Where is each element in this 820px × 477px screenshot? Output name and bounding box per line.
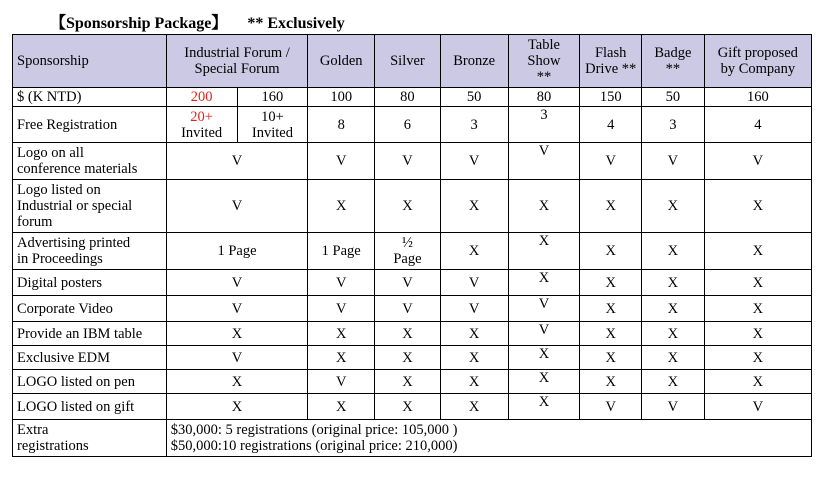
col-golden: Golden — [308, 35, 375, 88]
header-row — [13, 35, 812, 88]
advertising-row: Advertising printed in Proceedings 1 Page 1 Page ½ Page X X X X X — [13, 233, 812, 270]
sponsorship-table — [12, 34, 812, 457]
table-row: Digital posters V V V V X X X X — [13, 270, 812, 296]
col-industrial-forum: Industrial Forum / Special Forum — [166, 35, 308, 88]
extra-registrations-row: Extra registrations $30,000: 5 registrations (original price: 105,000 ) $50,000:10 registrations (original price: 210,000) — [13, 420, 812, 457]
col-sponsorship: Sponsorship — [13, 35, 167, 88]
col-badge: Badge ** — [642, 35, 705, 88]
col-gift: Gift proposed by Company — [704, 35, 811, 88]
page-title — [50, 10, 345, 33]
col-silver: Silver — [375, 35, 441, 88]
free-registration-row: Free Registration 20+ Invited 10+ Invited 8 6 3 3 4 3 4 — [13, 107, 812, 143]
col-table-show: Table Show ** — [508, 35, 580, 88]
logo-all-row: Logo on all conference materials V V V V V V V V — [13, 143, 812, 180]
exclusive-note: ** Exclusively — [247, 15, 345, 32]
table-row: LOGO listed on gift X X X X X V V V — [13, 394, 812, 420]
title-text: 【Sponsorship Package】 — [50, 15, 228, 32]
table-row: Provide an IBM table X X X X V X X X — [13, 322, 812, 346]
col-flash-drive: Flash Drive ** — [580, 35, 642, 88]
table-row: LOGO listed on pen X V X X X X X X — [13, 370, 812, 394]
table-row: Exclusive EDM V X X X X X X X — [13, 346, 812, 370]
col-bronze: Bronze — [440, 35, 508, 88]
price-row: $ (K NTD) 200 160 100 80 50 80 150 50 160 — [13, 88, 812, 107]
logo-forum-row: Logo listed on Industrial or special forum V X X X X X X X — [13, 180, 812, 233]
table-row: Corporate Video V V V V V X X X — [13, 296, 812, 322]
